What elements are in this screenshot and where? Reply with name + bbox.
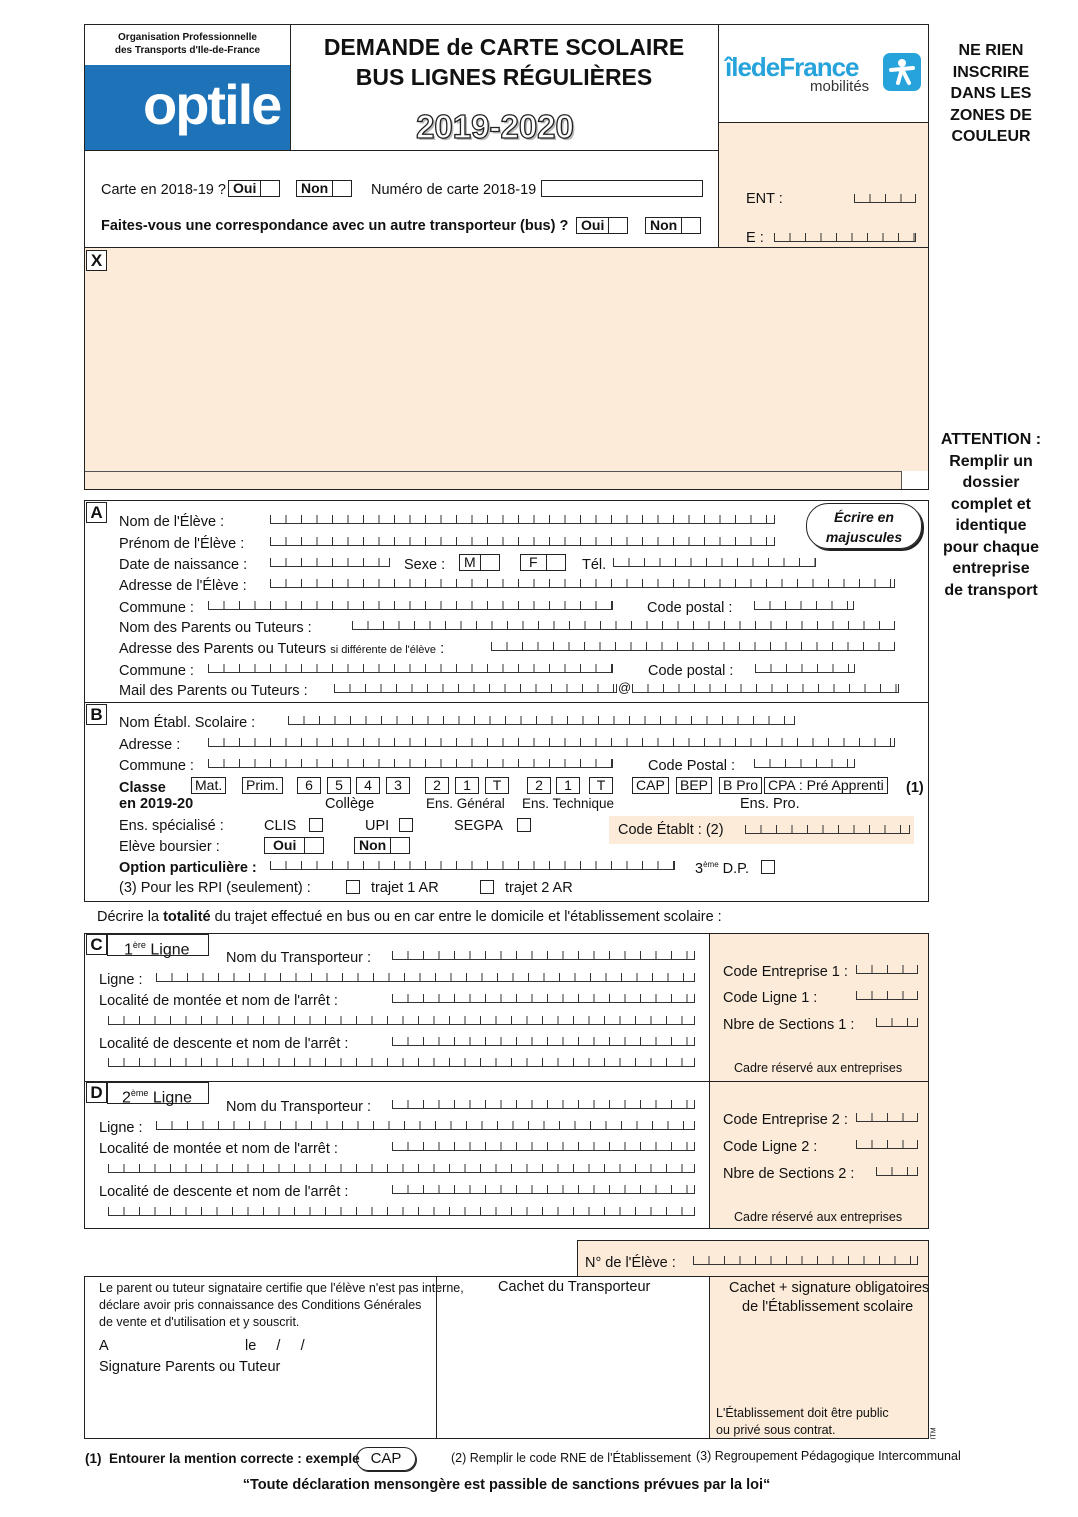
parents-label: Nom des Parents ou Tuteurs :	[119, 620, 312, 636]
numero-carte-label: Numéro de carte 2018-19	[371, 182, 537, 198]
commune-field[interactable]	[208, 601, 613, 610]
e-field[interactable]	[774, 233, 916, 242]
etabl-code-postal-label: Code Postal :	[648, 758, 736, 774]
correspondance-non-checkbox[interactable]	[645, 217, 701, 234]
note-1-ref: (1)	[906, 780, 924, 796]
classe-cap[interactable]: CAP	[632, 777, 669, 794]
classe-cpa[interactable]: CPA : Pré Apprenti	[764, 777, 888, 794]
d-cadre-label: Cadre réservé aux entreprises	[734, 1210, 903, 1224]
certify-line1: Le parent ou tuteur signataire certifie que l'élève n'est pas interne,	[99, 1281, 464, 1295]
side-note-line: ATTENTION :	[940, 431, 1042, 448]
side-note-line: NE RIEN	[958, 42, 1024, 59]
dp-label: 3ème D.P.	[695, 860, 749, 877]
signature-parent-label: Signature Parents ou Tuteur	[99, 1359, 281, 1375]
colon: :	[440, 641, 445, 657]
classe-label: Classe	[119, 780, 166, 796]
d-ligne-field[interactable]	[156, 1121, 695, 1130]
boursier-non-checkbox[interactable]	[354, 837, 410, 854]
oui-label: Oui	[229, 181, 261, 196]
org-line2: des Transports d'Ile-de-France	[114, 45, 261, 56]
d-code-entreprise-field[interactable]	[856, 1113, 918, 1122]
side-note-line: COULEUR	[951, 128, 1031, 145]
mail-local-field[interactable]	[334, 684, 617, 693]
classe-3[interactable]: 3	[386, 777, 410, 794]
section-x-frame	[84, 247, 929, 490]
option-field[interactable]	[270, 861, 675, 870]
trajet2-checkbox[interactable]	[480, 880, 494, 894]
classe-gen-1[interactable]: 1	[455, 777, 479, 794]
date-naissance-label: Date de naissance :	[119, 557, 248, 573]
side-note-line: dossier	[962, 474, 1020, 491]
c-montee-field1[interactable]	[392, 994, 695, 1003]
adresse-eleve-label: Adresse de l'Élève :	[119, 578, 247, 594]
optile-logo-text: optile	[143, 73, 281, 136]
footer-quote: “Toute déclaration mensongère est passible de sanctions prévues par la loi“	[242, 1477, 771, 1493]
d-descente-field1[interactable]	[392, 1185, 695, 1194]
c-descente-field1[interactable]	[392, 1037, 695, 1046]
optile-logo	[85, 65, 290, 150]
certify-line3: de vente et d'utilisation et y souscrit.	[99, 1315, 300, 1329]
etabl-field[interactable]	[288, 716, 795, 725]
upi-checkbox[interactable]	[399, 818, 413, 832]
prenom-eleve-field[interactable]	[270, 537, 775, 546]
cachet-etab-line1: Cachet + signature obligatoires	[729, 1280, 930, 1296]
si-differente-note: si différente de l'élève	[330, 644, 437, 656]
footnote-cap-example: CAP	[356, 1447, 416, 1471]
commune-label: Commune :	[119, 600, 194, 616]
classe-gen-t[interactable]: T	[485, 777, 509, 794]
d-montee-field1[interactable]	[392, 1142, 695, 1151]
c-descente-field2[interactable]	[108, 1058, 695, 1067]
clis-checkbox[interactable]	[309, 818, 323, 832]
m-label: M	[460, 555, 481, 570]
c-code-ligne-label: Code Ligne 1 :	[723, 990, 818, 1006]
mail-domain-field[interactable]	[632, 684, 899, 693]
section-d-title: 2ème Ligne	[107, 1082, 209, 1104]
section-b-letter: B	[86, 704, 107, 725]
cachet-transporteur-label: Cachet du Transporteur	[498, 1279, 651, 1295]
dp-checkbox[interactable]	[761, 860, 775, 874]
ens-technique-label: Ens. Technique	[522, 796, 615, 811]
etab-public-line2: ou privé sous contrat.	[716, 1423, 836, 1437]
code-postal2-label: Code postal :	[648, 663, 734, 679]
d-descente-label: Localité de descente et nom de l'arrêt :	[99, 1184, 349, 1200]
trajet-intro-post: du trajet effectué en bus ou en car entre le domicile et l'établissement scolaire :	[210, 909, 722, 925]
c-code-entreprise-label: Code Entreprise 1 :	[723, 964, 848, 980]
segpa-checkbox[interactable]	[517, 818, 531, 832]
sexe-m-checkbox[interactable]	[459, 554, 500, 571]
trajet-intro-pre: Décrire la	[97, 909, 164, 925]
date-naissance-field[interactable]	[270, 558, 390, 567]
classe-prim[interactable]: Prim.	[242, 777, 283, 794]
d-transporteur-label: Nom du Transporteur :	[226, 1099, 372, 1115]
c-code-ligne-field[interactable]	[856, 991, 918, 1000]
d-montee-label: Localité de montée et nom de l'arrêt :	[99, 1141, 338, 1157]
segpa-label: SEGPA	[454, 818, 503, 834]
side-note-top	[935, 40, 1047, 148]
e-label: E :	[746, 230, 764, 246]
side-note-line: DANS LES	[950, 85, 1032, 102]
idf-brand-text: îledeFrance	[725, 52, 859, 82]
majuscules-line1: Écrire en	[834, 509, 894, 525]
side-note-line: pour chaque	[942, 538, 1039, 556]
trajet2-label: trajet 2 AR	[505, 880, 573, 896]
code-etablt-field[interactable]	[745, 825, 910, 834]
footnote-2: (2) Remplir le code RNE de l'Établissement	[451, 1451, 691, 1465]
at-sign: @	[618, 680, 632, 695]
commune2-label: Commune :	[119, 663, 194, 679]
trajet1-label: trajet 1 AR	[371, 880, 439, 896]
non-label: Non	[355, 838, 391, 853]
tel-field[interactable]	[613, 558, 816, 567]
d-nbre-sections-field[interactable]	[876, 1167, 918, 1176]
c-ligne-label: Ligne :	[99, 972, 143, 988]
classe-bep[interactable]: BEP	[676, 777, 712, 794]
section-a-letter: A	[86, 502, 107, 523]
section-c-letter: C	[86, 934, 107, 955]
page-title-line2: BUS LIGNES RÉGULIÈRES	[355, 64, 653, 90]
non-label: Non	[297, 181, 333, 196]
oui-label: Oui	[265, 838, 305, 853]
c-code-entreprise-field[interactable]	[856, 965, 918, 974]
d-code-ligne-field[interactable]	[856, 1140, 918, 1149]
sexe-f-checkbox[interactable]	[520, 554, 566, 571]
optile-logo-block	[85, 25, 290, 150]
side-note-line: INSCRIRE	[952, 63, 1030, 81]
numero-eleve-field[interactable]	[693, 1256, 918, 1265]
etab-public-line1: L'Établissement doit être public	[716, 1406, 889, 1420]
code-postal-field[interactable]	[754, 601, 854, 610]
numero-eleve-label: N° de l'Élève :	[585, 1255, 676, 1271]
carte-oui-checkbox[interactable]	[228, 180, 280, 197]
carte-label: Carte en 2018-19 ?	[101, 182, 226, 198]
etabl-commune-label: Commune :	[119, 758, 194, 774]
boursier-oui-checkbox[interactable]	[264, 837, 324, 854]
c-cadre-label: Cadre réservé aux entreprises	[734, 1061, 903, 1075]
footnote-1: Entourer la mention correcte : exemple	[109, 1451, 360, 1466]
college-label: Collège	[325, 796, 375, 812]
classe-tech-t[interactable]: T	[589, 777, 613, 794]
trajet-intro	[97, 910, 722, 925]
d-nbre-sections-label: Nbre de Sections 2 :	[723, 1166, 855, 1182]
idf-sub-text: mobilités	[810, 78, 870, 95]
code-postal-label: Code postal :	[647, 600, 733, 616]
etabl-commune-field[interactable]	[208, 759, 613, 768]
certify-line2: déclare avoir pris connaissance des Conditions Générales	[99, 1298, 422, 1312]
c-montee-label: Localité de montée et nom de l'arrêt :	[99, 993, 338, 1009]
idf-mobilites-logo	[720, 26, 927, 122]
ens-general-label: Ens. Général	[426, 796, 505, 811]
section-x-corner	[901, 471, 928, 489]
parents-field[interactable]	[352, 621, 895, 630]
classe-tech-1[interactable]: 1	[556, 777, 580, 794]
numero-carte-field[interactable]	[541, 180, 703, 197]
side-note-line: Remplir un	[949, 452, 1033, 470]
prenom-eleve-label: Prénom de l'Élève :	[119, 536, 245, 552]
classe-mat[interactable]: Mat.	[191, 777, 226, 794]
adresse-parents-label	[119, 642, 444, 657]
classe-tech-2[interactable]: 2	[527, 777, 551, 794]
c-transporteur-label: Nom du Transporteur :	[226, 950, 372, 966]
mail-label: Mail des Parents ou Tuteurs :	[119, 683, 308, 699]
option-label: Option particulière :	[119, 860, 257, 876]
rpi-label: (3) Pour les RPI (seulement) :	[119, 880, 311, 896]
cachet-etab-line2: de l'Établissement scolaire	[742, 1299, 914, 1315]
carte-non-checkbox[interactable]	[296, 180, 352, 197]
footnote-1-number: (1)	[85, 1451, 102, 1466]
classe-6[interactable]: 6	[297, 777, 321, 794]
side-note-attention	[930, 429, 1052, 601]
org-line1: Organisation Professionnelle	[118, 32, 257, 43]
trajet1-checkbox[interactable]	[346, 880, 360, 894]
section-x-letter: X	[86, 250, 107, 271]
section-c-company-zone	[709, 934, 928, 1081]
upi-label: UPI	[365, 818, 390, 834]
correspondance-oui-checkbox[interactable]	[576, 217, 628, 234]
ent-label: ENT :	[746, 191, 783, 207]
etabl-adresse-field[interactable]	[208, 738, 895, 747]
etabl-code-postal-field[interactable]	[754, 759, 855, 768]
adresse-parents-text: Adresse des Parents ou Tuteurs	[119, 641, 327, 657]
signature-date: le / /	[245, 1338, 305, 1354]
d-transporteur-field[interactable]	[392, 1100, 695, 1109]
classe-4[interactable]: 4	[356, 777, 380, 794]
d-ligne-label: Ligne :	[99, 1120, 143, 1136]
code-etablt-label: Code Établt : (2)	[618, 822, 724, 838]
c-nbre-sections-label: Nbre de Sections 1 :	[723, 1017, 855, 1033]
trajet-intro-bold: totalité	[163, 909, 211, 925]
etabl-adresse-label: Adresse :	[119, 737, 181, 753]
itm-mark: ITM	[930, 1427, 938, 1440]
c-descente-label: Localité de descente et nom de l'arrêt :	[99, 1036, 349, 1052]
side-note-line: ZONES DE	[950, 106, 1032, 124]
commune2-field[interactable]	[208, 664, 613, 673]
adresse-parents-field[interactable]	[491, 642, 895, 651]
d-descente-field2[interactable]	[108, 1207, 695, 1216]
ens-special-label: Ens. spécialisé :	[119, 818, 224, 834]
footnote-3: (3) Regroupement Pédagogique Intercommunal	[696, 1449, 961, 1463]
adresse-eleve-field[interactable]	[270, 579, 895, 588]
nom-eleve-field[interactable]	[270, 515, 775, 524]
ent-field[interactable]	[854, 194, 916, 203]
boursier-label: Elève boursier :	[119, 839, 220, 855]
side-note-line: entreprise	[952, 560, 1030, 577]
classe-gen-2[interactable]: 2	[425, 777, 449, 794]
idf-person-icon	[883, 53, 921, 91]
correspondance-label: Faites-vous une correspondance avec un autre transporteur (bus) ?	[101, 218, 569, 234]
c-montee-field2[interactable]	[108, 1016, 695, 1025]
c-nbre-sections-field[interactable]	[876, 1018, 918, 1027]
classe-bpro[interactable]: B Pro	[719, 777, 762, 794]
section-d-company-zone	[709, 1082, 928, 1228]
majuscules-line2: majuscules	[825, 529, 903, 545]
c-transporteur-field[interactable]	[392, 951, 695, 960]
section-x-bottom-line	[85, 471, 928, 472]
section-c-title: 1ère Ligne	[107, 934, 209, 956]
page-title-line1: DEMANDE de CARTE SCOLAIRE	[323, 34, 685, 60]
side-note-line: complet et	[950, 495, 1031, 513]
d-code-entreprise-label: Code Entreprise 2 :	[723, 1112, 848, 1128]
signature-divider-1	[436, 1276, 437, 1439]
nom-eleve-label: Nom de l'Élève :	[119, 514, 225, 530]
classe-year-label: en 2019-20	[119, 796, 194, 812]
side-note-line: identique	[955, 517, 1027, 534]
signature-lieu: A	[99, 1338, 109, 1354]
side-note-line: de transport	[944, 581, 1038, 599]
c-ligne-field[interactable]	[156, 973, 695, 982]
section-d-letter: D	[86, 1082, 107, 1103]
oui-label: Oui	[577, 218, 609, 233]
etabl-label: Nom Établ. Scolaire :	[119, 715, 256, 731]
majuscules-stamp	[806, 503, 922, 549]
code-postal2-field[interactable]	[755, 664, 855, 673]
d-code-ligne-label: Code Ligne 2 :	[723, 1139, 818, 1155]
non-label: Non	[646, 218, 682, 233]
classe-5[interactable]: 5	[327, 777, 351, 794]
ens-pro-label: Ens. Pro.	[740, 796, 800, 812]
clis-label: CLIS	[264, 818, 297, 834]
sexe-label: Sexe :	[404, 557, 446, 573]
d-montee-field2[interactable]	[108, 1164, 695, 1173]
school-year: 2019-2020	[416, 108, 574, 145]
f-label: F	[521, 555, 547, 570]
tel-label: Tél.	[582, 557, 607, 573]
